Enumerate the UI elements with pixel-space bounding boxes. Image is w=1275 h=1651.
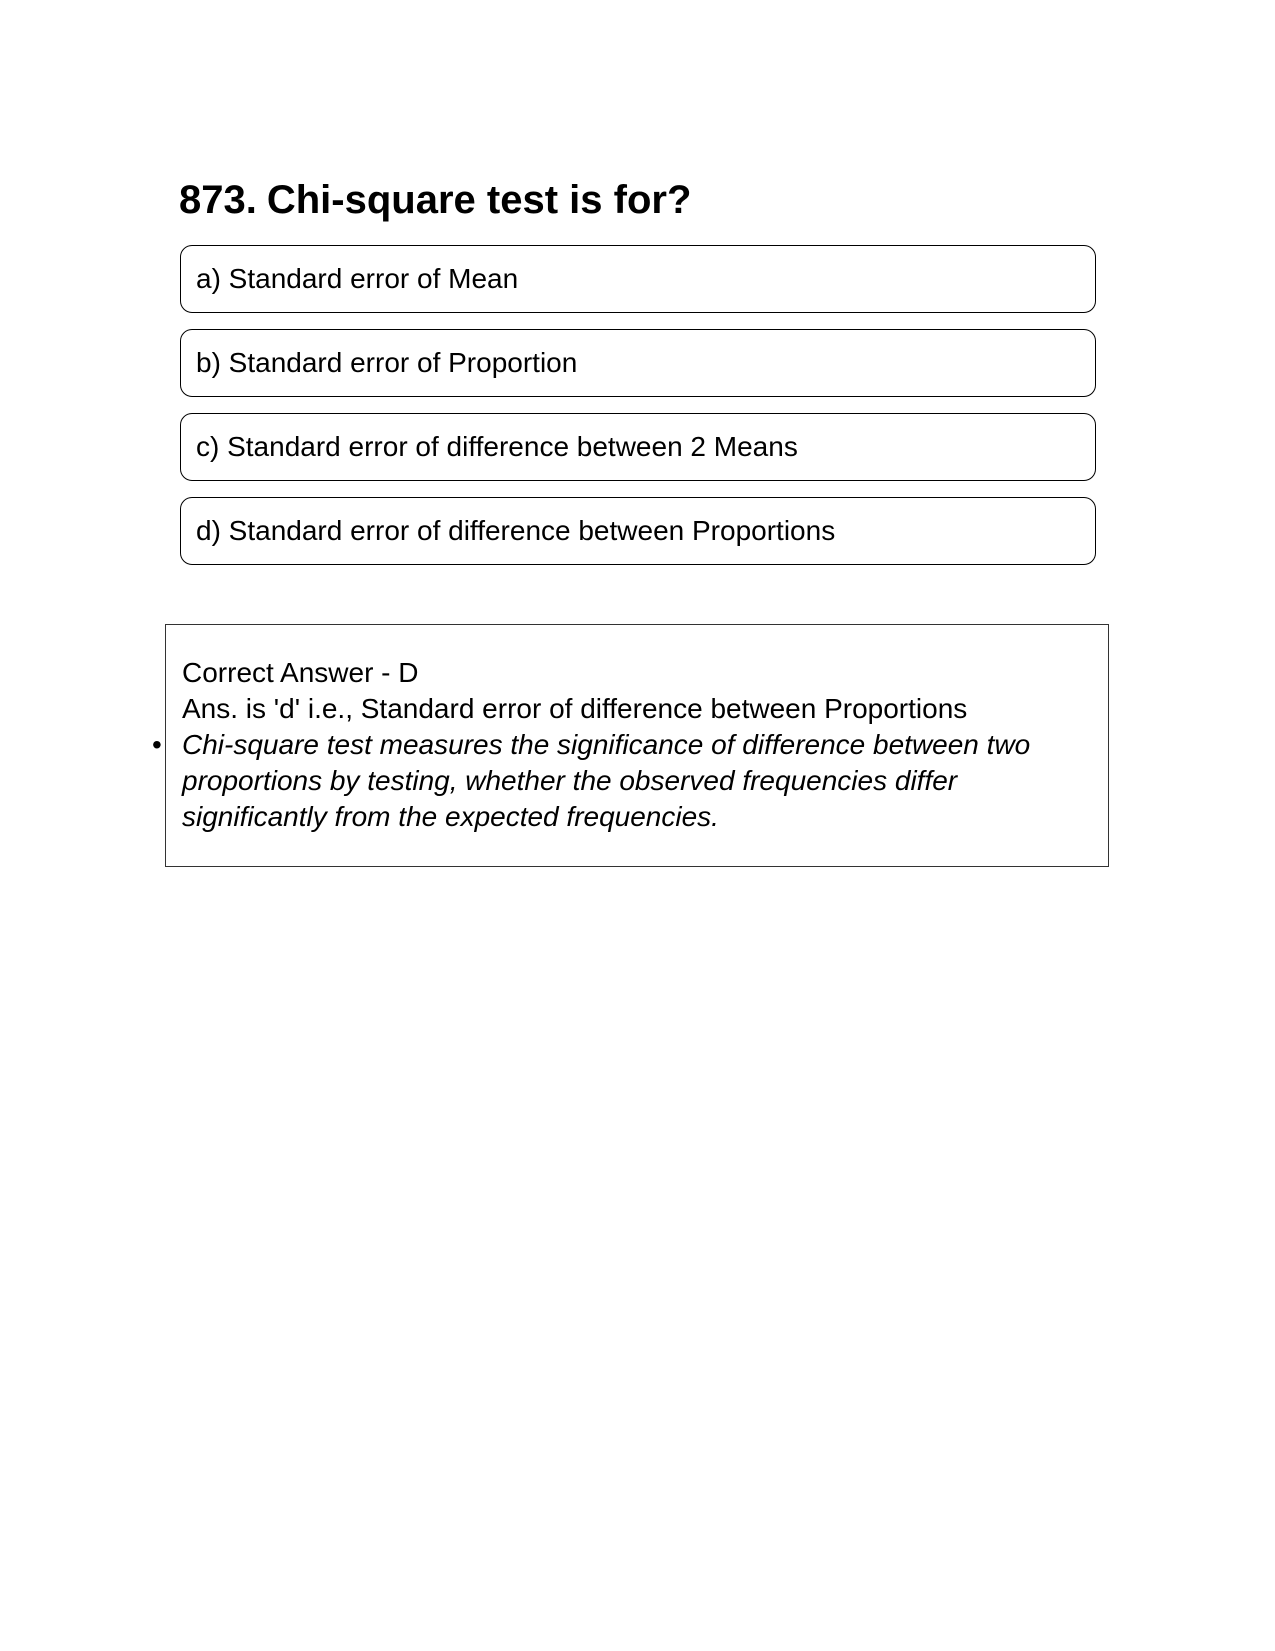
option-c[interactable]: c) Standard error of difference between 2 Means — [180, 413, 1096, 481]
correct-answer: Correct Answer - D — [182, 657, 419, 688]
explanation-item — [152, 727, 1094, 835]
option-b[interactable]: b) Standard error of Proportion — [180, 329, 1096, 397]
question-text: Chi-square test is for? — [266, 178, 692, 222]
options-list — [180, 245, 1096, 581]
option-a[interactable]: a) Standard error of Mean — [180, 245, 1096, 313]
answer-box — [152, 624, 1109, 867]
question-title — [179, 176, 691, 224]
bullet-icon: • — [152, 729, 162, 760]
question-number: 873. — [179, 178, 257, 222]
option-d[interactable]: d) Standard error of difference between Proportions — [180, 497, 1096, 565]
answer-statement: Ans. is 'd' i.e., Standard error of difference between Proportions — [182, 693, 968, 724]
explanation-text: Chi-square test measures the significance of difference between two proportions by testing, whether the observed frequencies differ significantly from the expected frequencies. — [182, 729, 1031, 832]
